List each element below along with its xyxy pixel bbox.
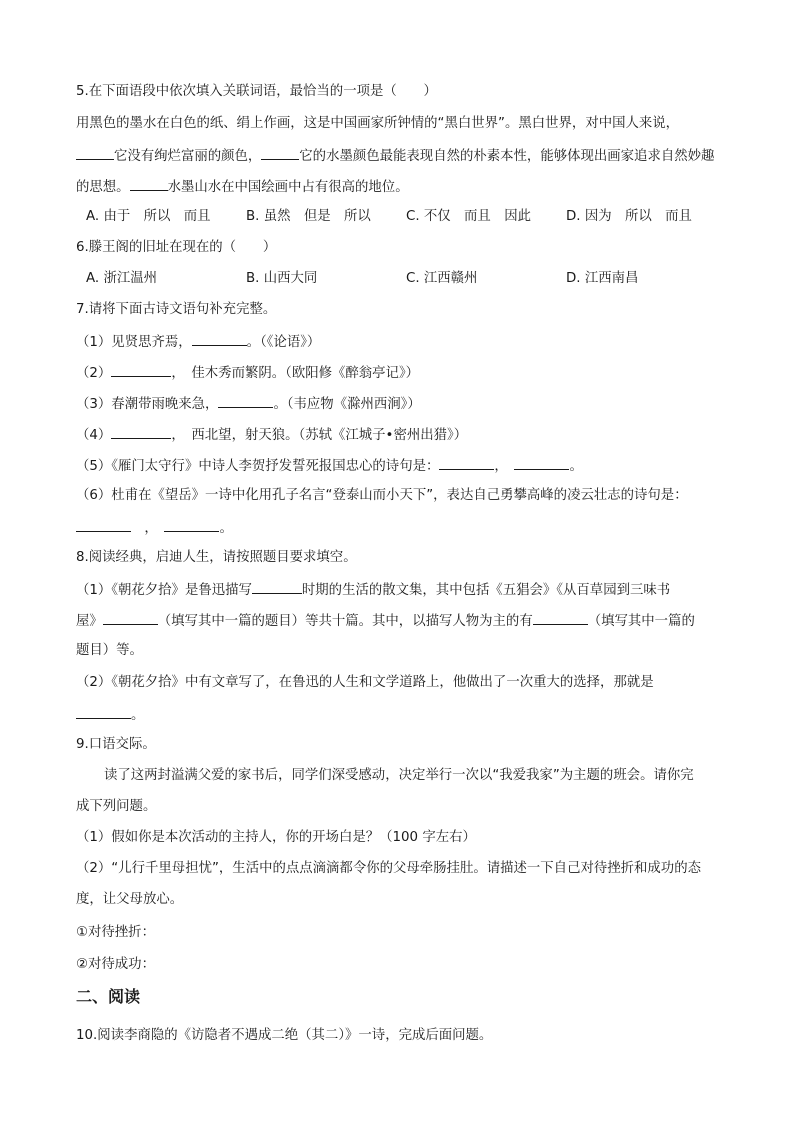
q8-stem: 8.阅读经典，启迪人生，请按照题目要求填空。 — [76, 550, 357, 565]
q8-part1-line2: 屋》 （填写其中一篇的题目）等共十篇。其中，以描写人物为主的有 （填写其中一篇的 — [76, 610, 695, 632]
q7-item-2: （2） ， 佳木秀而繁阴。（欧阳修《醉翁亭记》） — [76, 362, 419, 384]
q8-part2-line2: 。 — [76, 704, 144, 726]
q5-passage-line2: 它没有绚烂富丽的颜色， 它的水墨颜色最能表现自然的朴素本性，能够体现出画家追求自然妙趣 — [76, 145, 714, 167]
q8-part2-line1: （2）《朝花夕拾》中有文章写了，在鲁迅的人生和文学道路上，他做出了一次重大的选择，那就是 — [76, 675, 654, 690]
q9-stem: 9.口语交际。 — [76, 737, 156, 752]
q9-sub2-line2: 度，让父母放心。 — [76, 892, 184, 907]
q9-sub2-line1: （2）“儿行千里母担忧”，生活中的点点滴滴都令你的父母牵肠挂肚。请描述一下自己对待挫折和成功的态 — [76, 861, 701, 876]
q5-option-a[interactable]: A. 由于 所以 而且 — [86, 209, 211, 224]
answer-blank[interactable] — [111, 424, 171, 439]
answer-blank[interactable] — [514, 455, 569, 470]
section-heading: 二、阅读 — [76, 987, 141, 1006]
q5-option-c[interactable]: C. 不仅 而且 因此 — [406, 209, 531, 224]
q9-choice-2: ②对待成功： — [76, 957, 155, 972]
answer-blank[interactable] — [76, 145, 114, 160]
answer-blank[interactable] — [76, 517, 131, 532]
answer-blank[interactable] — [164, 517, 219, 532]
q8-part1-line3: 题目）等。 — [76, 643, 143, 658]
answer-blank[interactable] — [533, 610, 588, 625]
q7-stem: 7.请将下面古诗文语句补充完整。 — [76, 302, 277, 317]
q9-sub1: （1）假如你是本次活动的主持人，你的开场白是？（100 字左右） — [76, 830, 476, 845]
answer-blank[interactable] — [261, 145, 299, 160]
answer-blank[interactable] — [130, 176, 168, 191]
q6-option-d[interactable]: D. 江西南昌 — [566, 271, 639, 286]
q8-part1-line1: （1）《朝花夕拾》是鲁迅描写 时期的生活的散文集，其中包括《五猖会》《从百草园到三味书 — [76, 579, 670, 601]
q6-option-c[interactable]: C. 江西赣州 — [406, 271, 478, 286]
answer-blank[interactable] — [192, 331, 247, 346]
answer-blank[interactable] — [252, 579, 302, 594]
answer-blank[interactable] — [103, 610, 158, 625]
q5-stem: 5.在下面语段中依次填入关联词语，最恰当的一项是（ ） — [76, 84, 437, 99]
q9-choice-1: ①对待挫折： — [76, 925, 155, 940]
q5-option-b[interactable]: B. 虽然 但是 所以 — [246, 209, 371, 224]
q6-stem: 6.滕王阁的旧址在现在的（ ） — [76, 240, 277, 255]
q6-option-b[interactable]: B. 山西大同 — [246, 271, 318, 286]
q9-intro-line2: 成下列问题。 — [76, 799, 157, 814]
q6-option-a[interactable]: A. 浙江温州 — [86, 271, 157, 286]
q7-item-4: （4） ， 西北望，射天狼。（苏轼《江城子•密州出猎》） — [76, 424, 467, 446]
answer-blank[interactable] — [439, 455, 494, 470]
answer-blank[interactable] — [218, 393, 273, 408]
q5-option-d[interactable]: D. 因为 所以 而且 — [566, 209, 692, 224]
q10-stem: 10.阅读李商隐的《访隐者不遇成二绝（其二）》一诗，完成后面问题。 — [76, 1028, 493, 1043]
q9-intro-line1: 读了这两封溢满父爱的家书后，同学们深受感动，决定举行一次以“我爱我家”为主题的班会。请你完 — [104, 768, 694, 783]
answer-blank[interactable] — [76, 704, 131, 719]
q7-item-6: （6）杜甫在《望岳》一诗中化用孔子名言“登泰山而小天下”，表达自己勇攀高峰的凌云壮志的诗句是： — [76, 488, 688, 503]
q5-passage-line1: 用黑色的墨水在白色的纸、绢上作画，这是中国画家所钟情的“黑白世界”。黑白世界，对中国人来说， — [76, 116, 680, 131]
q7-item-3: （3）春潮带雨晚来急， 。（韦应物《滁州西涧》） — [76, 393, 421, 415]
q5-passage-line3: 的思想。 水墨山水在中国绘画中占有很高的地位。 — [76, 176, 409, 198]
q7-item-1: （1）见贤思齐焉， 。（《论语》） — [76, 331, 320, 353]
q7-item-6-blanks: ， 。 — [76, 517, 233, 539]
q7-item-5: （5）《雁门太守行》中诗人李贺抒发誓死报国忠心的诗句是： ， 。 — [76, 455, 583, 477]
answer-blank[interactable] — [111, 362, 171, 377]
